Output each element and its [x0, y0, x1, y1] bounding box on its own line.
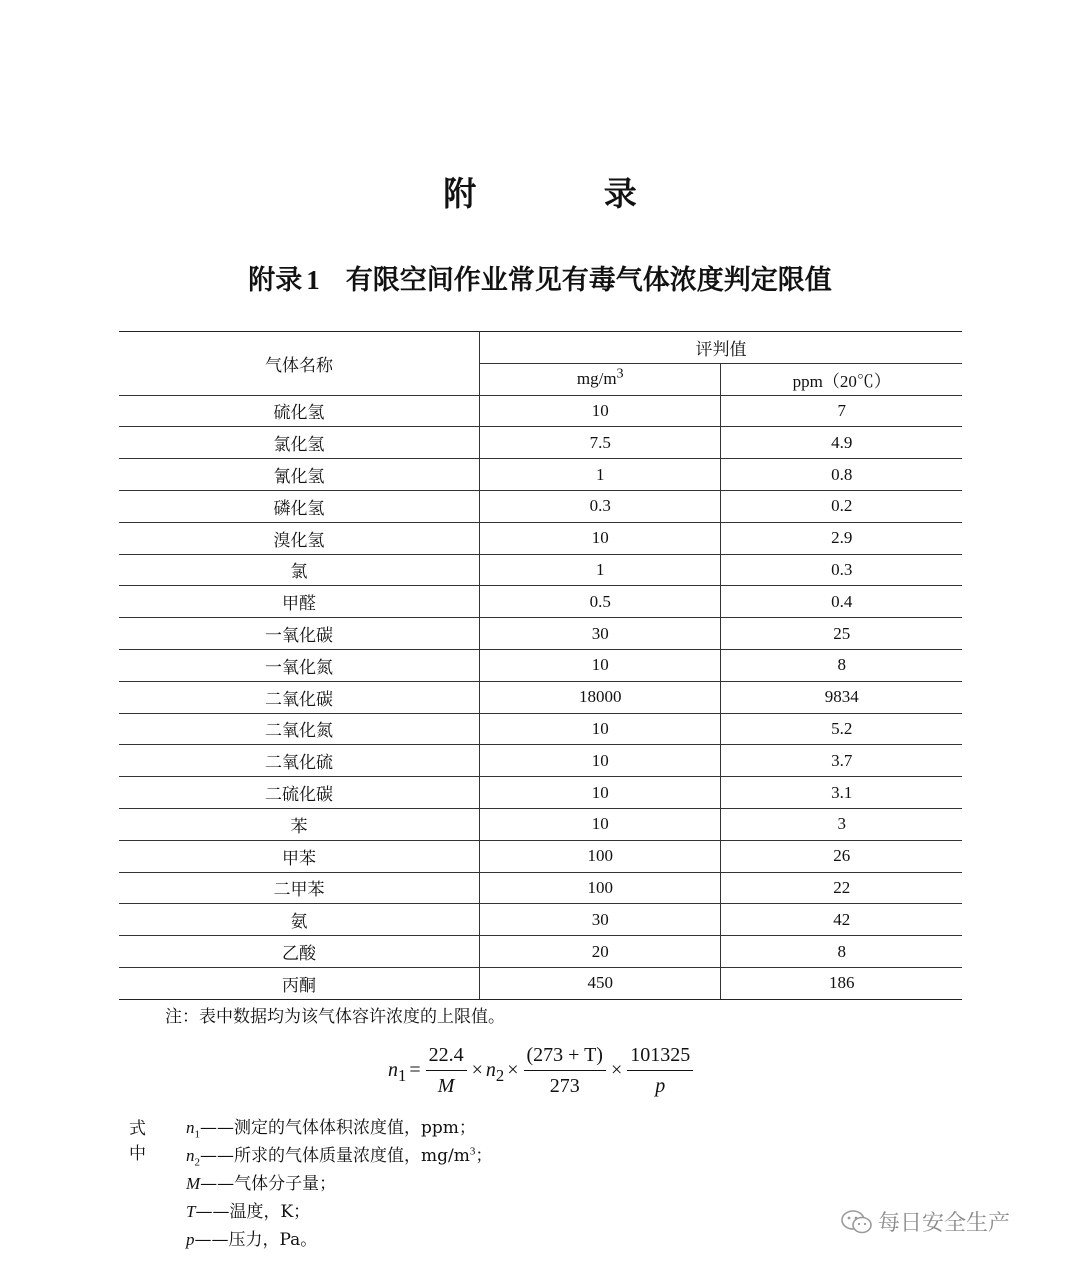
gas-name-cell: 氨	[119, 904, 480, 936]
gas-name-cell: 甲醛	[119, 586, 480, 618]
ppm-value-cell: 42	[721, 904, 962, 936]
ppm-value-cell: 9834	[721, 681, 962, 713]
ppm-value-cell: 3.7	[721, 745, 962, 777]
gas-name-cell: 氯	[119, 554, 480, 586]
legend-item-m: M——气体分子量；	[186, 1174, 337, 1194]
table-note: 注：表中数据均为该气体容许浓度的上限值。	[165, 1007, 505, 1027]
mg-value-cell: 10	[480, 713, 721, 745]
wechat-icon	[840, 1208, 874, 1236]
table-row	[119, 936, 962, 968]
section-prefix: 附录	[248, 265, 303, 296]
mg-value-cell: 10	[480, 745, 721, 777]
gas-name-cell: 苯	[119, 808, 480, 840]
table-row	[119, 872, 962, 904]
gas-name-cell: 氰化氢	[119, 459, 480, 491]
mg-value-cell: 0.3	[480, 490, 721, 522]
table-row	[119, 745, 962, 777]
header-judgment: 评判值	[480, 332, 962, 364]
mg-value-cell: 10	[480, 649, 721, 681]
section-heading: 有限空间作业常见有毒气体浓度判定限值	[345, 265, 832, 296]
table-row	[119, 904, 962, 936]
legend-item-n1: $n_1——$测定的气体体积浓度值，ppm；	[186, 1118, 476, 1141]
table-row	[119, 554, 962, 586]
gas-name-cell: 乙酸	[119, 936, 480, 968]
ppm-value-cell: 186	[721, 967, 962, 999]
gas-name-cell: 硫化氢	[119, 395, 480, 427]
ppm-value-cell: 25	[721, 618, 962, 650]
table-row	[119, 967, 962, 999]
mg-value-cell: 0.5	[480, 586, 721, 618]
table-row	[119, 713, 962, 745]
gas-name-cell: 氯化氢	[119, 427, 480, 459]
ppm-value-cell: 26	[721, 840, 962, 872]
table-row	[119, 490, 962, 522]
formula-lhs: $n_1$	[388, 1058, 407, 1085]
mg-value-cell: 100	[480, 840, 721, 872]
ppm-value-cell: 8	[721, 649, 962, 681]
formula-n2: $n_2$	[485, 1058, 505, 1085]
formula-fraction-3: $\frac{101325}{p}$	[627, 1042, 693, 1099]
formula-times-2: ×	[507, 1058, 519, 1081]
formula-fraction-1: $\frac{22.4}{M}$	[426, 1042, 467, 1099]
gas-name-cell: 丙酮	[119, 967, 480, 999]
mg-value-cell: 20	[480, 936, 721, 968]
table-row	[119, 586, 962, 618]
gas-name-cell: 一氧化碳	[119, 618, 480, 650]
gas-name-cell: 二氧化碳	[119, 681, 480, 713]
header-gas-name: 气体名称	[119, 332, 480, 396]
ppm-value-cell: 22	[721, 872, 962, 904]
ppm-value-cell: 3.1	[721, 777, 962, 809]
section-number: 1	[306, 265, 320, 295]
conversion-formula	[388, 1040, 695, 1100]
watermark-text: 每日安全生产	[878, 1211, 1011, 1236]
table-body	[119, 395, 962, 999]
mg-value-cell: 18000	[480, 681, 721, 713]
mg-value-cell: 30	[480, 904, 721, 936]
mg-value-cell: 7.5	[480, 427, 721, 459]
header-unit-ppm: ppm（20℃）	[721, 363, 962, 395]
header-unit-mg: $mg/m^3$	[480, 363, 721, 395]
gas-name-cell: 二氧化氮	[119, 713, 480, 745]
ppm-value-cell: 0.3	[721, 554, 962, 586]
ppm-value-cell: 0.4	[721, 586, 962, 618]
watermark	[840, 1206, 1010, 1237]
mg-value-cell: 450	[480, 967, 721, 999]
mg-value-cell: 10	[480, 808, 721, 840]
formula-equals: =	[409, 1058, 421, 1081]
legend-item-n2: $n_2——$所求的气体质量浓度值，$mg/m^3$；	[186, 1145, 493, 1169]
table-row	[119, 618, 962, 650]
table-row	[119, 649, 962, 681]
gas-name-cell: 磷化氢	[119, 490, 480, 522]
ppm-value-cell: 3	[721, 808, 962, 840]
gas-name-cell: 二甲苯	[119, 872, 480, 904]
table-row	[119, 681, 962, 713]
gas-limit-table	[119, 331, 962, 1000]
mg-value-cell: 100	[480, 872, 721, 904]
ppm-value-cell: 5.2	[721, 713, 962, 745]
table-row	[119, 395, 962, 427]
mg-value-cell: 1	[480, 554, 721, 586]
gas-name-cell: 二氧化硫	[119, 745, 480, 777]
legend-item-t: T——温度，K；	[186, 1202, 311, 1222]
legend-item-p: p——压力，Pa。	[186, 1230, 318, 1250]
ppm-value-cell: 0.8	[721, 459, 962, 491]
formula-fraction-2: $\frac{(273 + T)}{273}$	[524, 1042, 606, 1099]
mg-value-cell: 10	[480, 395, 721, 427]
section-title	[0, 258, 1080, 297]
ppm-value-cell: 8	[721, 936, 962, 968]
gas-name-cell: 甲苯	[119, 840, 480, 872]
table-row	[119, 808, 962, 840]
gas-name-cell: 一氧化氮	[119, 649, 480, 681]
page-title: 附 录	[443, 174, 695, 213]
ppm-value-cell: 0.2	[721, 490, 962, 522]
mg-value-cell: 1	[480, 459, 721, 491]
table-row	[119, 459, 962, 491]
mg-value-cell: 10	[480, 522, 721, 554]
ppm-value-cell: 7	[721, 395, 962, 427]
table-row	[119, 777, 962, 809]
table-row	[119, 522, 962, 554]
mg-value-cell: 10	[480, 777, 721, 809]
gas-name-cell: 溴化氢	[119, 522, 480, 554]
ppm-value-cell: 2.9	[721, 522, 962, 554]
table-row	[119, 427, 962, 459]
mg-value-cell: 30	[480, 618, 721, 650]
ppm-value-cell: 4.9	[721, 427, 962, 459]
legend-label: 式中	[129, 1119, 146, 1164]
formula-times-1: ×	[471, 1058, 483, 1081]
gas-name-cell: 二硫化碳	[119, 777, 480, 809]
table-row	[119, 840, 962, 872]
formula-times-3: ×	[610, 1058, 623, 1081]
